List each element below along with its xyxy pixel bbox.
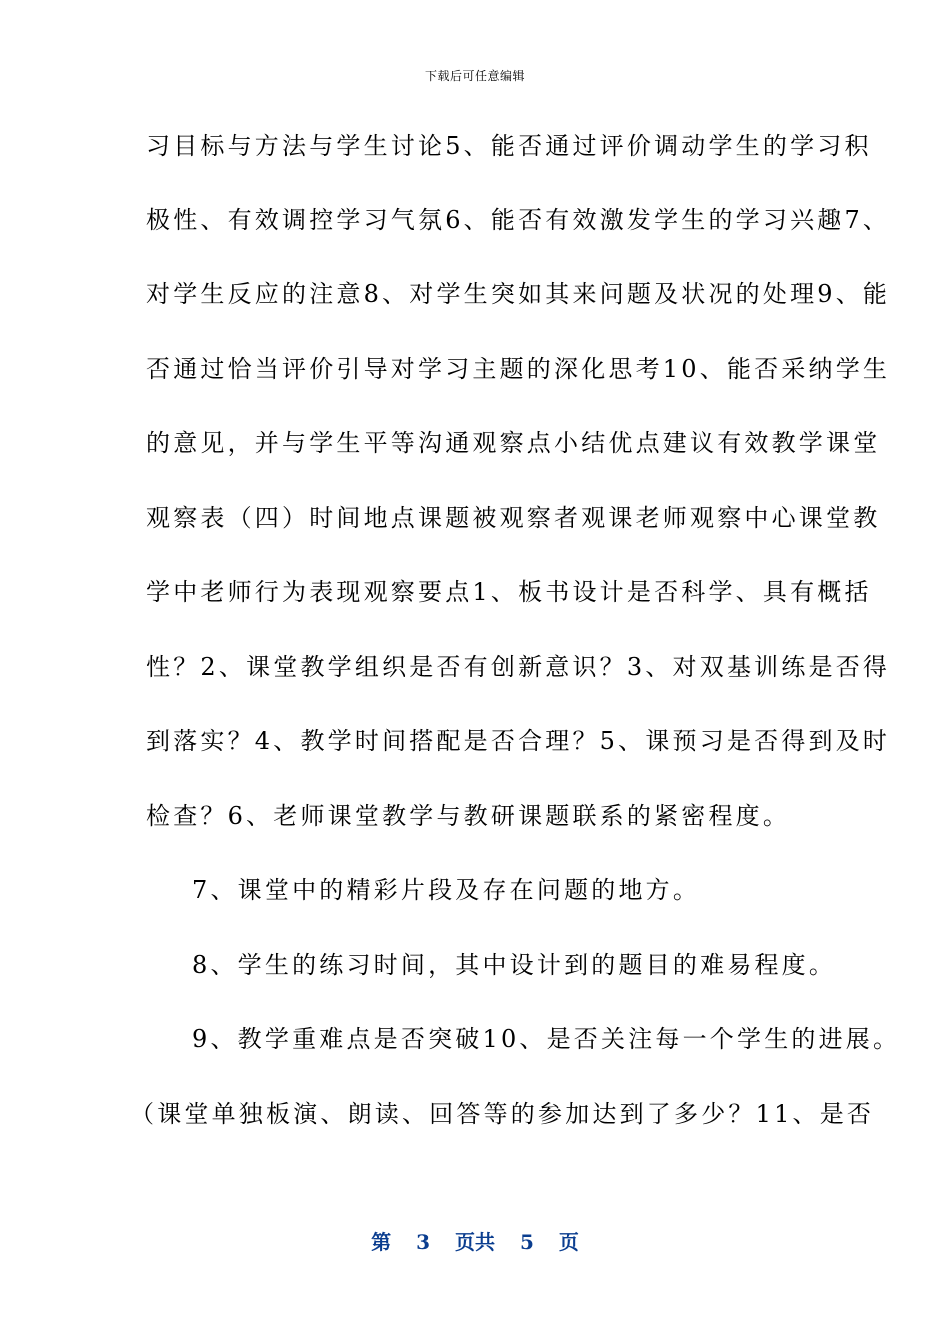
body-line: 对学生反应的注意8、对学生突如其来问题及状况的处理9、能 bbox=[146, 280, 891, 308]
body-line: 8、学生的练习时间，其中设计到的题目的难易程度。 bbox=[192, 951, 837, 979]
body-line: 否通过恰当评价引导对学习主题的深化思考10、能否采纳学生 bbox=[146, 355, 891, 383]
body-line: 学中老师行为表现观察要点1、板书设计是否科学、具有概括 bbox=[146, 578, 872, 606]
body-line: 的意见，并与学生平等沟通观察点小结优点建议有效教学课堂 bbox=[146, 429, 881, 457]
body-line: 习目标与方法与学生讨论5、能否通过评价调动学生的学习积 bbox=[146, 132, 872, 160]
page-footer bbox=[0, 1226, 950, 1255]
body-line: 9、教学重难点是否突破10、是否关注每一个学生的进展。 bbox=[192, 1025, 901, 1053]
body-line: 到落实？4、教学时间搭配是否合理？5、课预习是否得到及时 bbox=[146, 727, 891, 755]
body-line: 观察表（四）时间地点课题被观察者观课老师观察中心课堂教 bbox=[146, 504, 881, 532]
body-line: 7、课堂中的精彩片段及存在问题的地方。 bbox=[192, 876, 701, 904]
page-number: 第 3 页共 5 页 bbox=[371, 1230, 579, 1254]
body-line: 极性、有效调控学习气氛6、能否有效激发学生的学习兴趣7、 bbox=[146, 206, 891, 234]
body-line: （课堂单独板演、朗读、回答等的参加达到了多少？11、是否 bbox=[130, 1100, 875, 1128]
page-header: 下载后可任意编辑 bbox=[424, 69, 525, 83]
body-line: 检查？6、老师课堂教学与教研课题联系的紧密程度。 bbox=[146, 802, 791, 830]
body-line: 性？2、课堂教学组织是否有创新意识？3、对双基训练是否得 bbox=[146, 653, 891, 681]
